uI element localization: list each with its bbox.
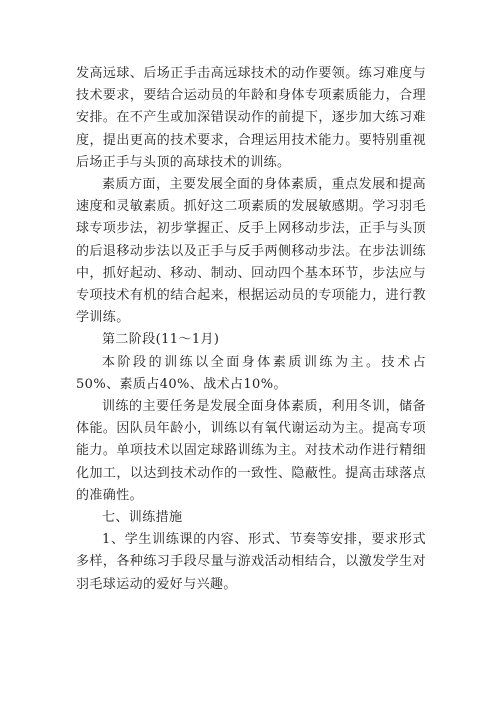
paragraph-physical-quality: 素质方面，主要发展全面的身体素质，重点发展和提高速度和灵敏素质。抓好这二项素质的发展敏感期。学习羽毛球专项步法，初步掌握正、反手上网移动步法，正手与头顶的后退移动步法以及正手与反手两侧移动步法。在步法训练中，抓好起动、移动、制动、回动四个基本环节，步法应与专项技术有机的结合起来，根据运动员的专项能力，进行教学训练。 xyxy=(76,177,426,326)
heading-second-stage: 第二阶段(11～1月) xyxy=(102,332,220,348)
paragraph-main-tasks: 训练的主要任务是发展全面身体素质，利用冬训，储备体能。因队员年龄小，训练以有氧代谢运动为主。提高专项能力。单项技术以固定球路训练为主。对技术动作进行精细化加工，以达到技术动作的一致性、隐蔽性。提高击球落点的准确性。 xyxy=(76,399,426,503)
heading-training-measures: 七、训练措施 xyxy=(102,510,183,526)
document-page xyxy=(76,63,426,596)
paragraph-stage-ratio: 本阶段的训练以全面身体素质训练为主。技术占50%、素质占40%、战术占10%。 xyxy=(76,354,426,392)
paragraph-technique-continued: 发高远球、后场正手击高远球技术的动作要领。练习难度与技术要求，要结合运动员的年龄和身体专项素质能力，合理安排。在不产生或加深错误动作的前提下，逐步加大练习难度，提出更高的技术要求，合理运用技术能力。要特别重视后场正手与头顶的高球技术的训练。 xyxy=(76,66,426,170)
paragraph-measure-1: 1、学生训练课的内容、形式、节奏等安排，要求形式多样，各种练习手段尽量与游戏活动相结合，以激发学生对羽毛球运动的爱好与兴趣。 xyxy=(76,532,426,592)
